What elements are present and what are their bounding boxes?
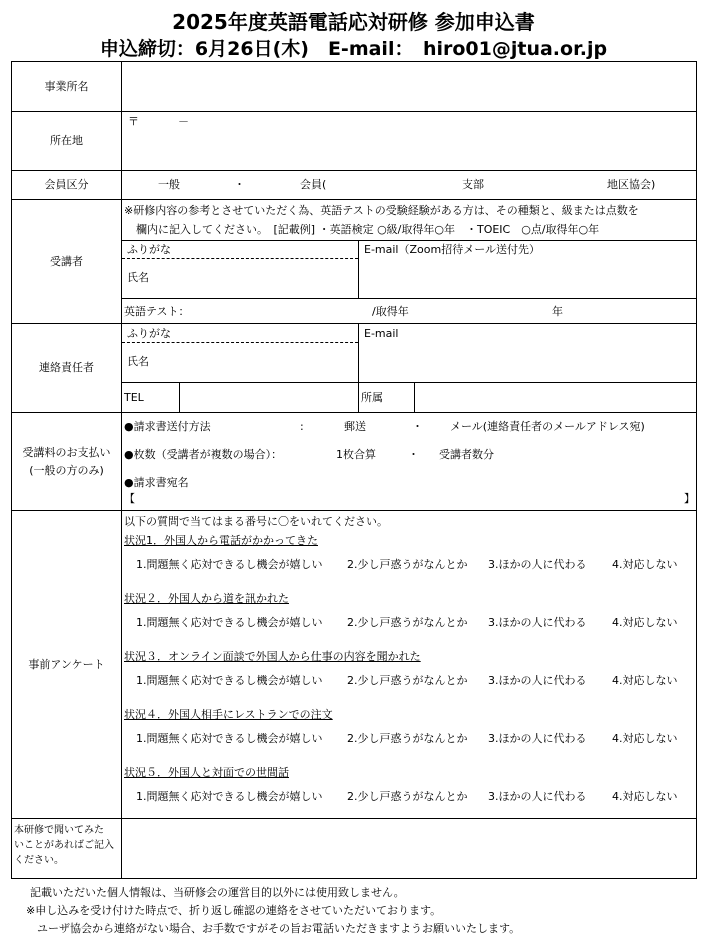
trainee-email-label: E-mail（Zoom招待メール送付先） (364, 243, 540, 256)
member-general-option[interactable]: 一般 (158, 178, 180, 191)
payment-row (12, 412, 696, 510)
privacy-note: 記載いただいた個人情報は、当研修会の運営目的以外には使用致しません。 (30, 886, 405, 899)
survey-option-2[interactable]: 2.少し戸惑うがなんとか (347, 732, 468, 745)
divider (122, 240, 696, 241)
survey-option-1[interactable]: 1.問題無く応対できるし機会が嬉しい (136, 674, 323, 687)
divider (414, 382, 415, 413)
furigana-divider (122, 342, 358, 343)
survey-option-4[interactable]: 4.対応しない (612, 790, 678, 803)
form-title: 2025年度英語電話応対研修 参加申込書 (172, 10, 535, 34)
trainee-furigana-label: ふりがな (127, 243, 171, 256)
postal-mark: 〒 (128, 115, 139, 128)
survey-option-2[interactable]: 2.少し戸惑うがなんとか (347, 790, 468, 803)
trainee-section (122, 200, 696, 323)
member-region-label: 地区協会) (607, 178, 656, 191)
affiliation-label: 所属 (361, 391, 383, 404)
questions-field[interactable] (122, 819, 696, 879)
deadline-email-line: 申込締切：6月26日(木) E-mail： hiro01@jtua.or.jp (99, 38, 608, 60)
questions-row (12, 818, 696, 879)
trainee-name-label: 氏名 (127, 271, 149, 284)
divider (122, 382, 696, 383)
divider (358, 324, 359, 382)
survey-situation-heading: 状況1．外国人から電話がかかってきた (124, 534, 318, 547)
address-field[interactable] (122, 112, 696, 170)
survey-situation-heading: 状況２．外国人から道を訊かれた (124, 592, 289, 605)
office-label: 事業所名 (12, 62, 122, 111)
addressee-bracket-open: 【 (124, 492, 135, 505)
payment-label-line1: 受講料のお支払い (22, 445, 111, 459)
address-row (12, 111, 696, 170)
divider (358, 240, 359, 298)
survey-instruction: 以下の質問で当てはまる番号に〇をいれてください。 (124, 515, 388, 528)
divider (122, 298, 696, 299)
survey-option-4[interactable]: 4.対応しない (612, 558, 678, 571)
postal-dash: － (178, 115, 189, 128)
survey-option-4[interactable]: 4.対応しない (612, 616, 678, 629)
contact-request-note: ユーザ協会から連絡がない場合、お手数ですがその旨お電話いただきますようお願いいたします。 (26, 922, 521, 935)
footer-notes (26, 884, 521, 938)
survey-row (12, 510, 696, 818)
contact-email-label: E-mail (364, 327, 399, 340)
addressee-bracket-close: 】 (684, 492, 695, 505)
member-branch-label: 支部 (462, 178, 484, 191)
survey-option-2[interactable]: 2.少し戸惑うがなんとか (347, 616, 468, 629)
furigana-divider (122, 258, 358, 259)
member-type-field[interactable] (122, 171, 696, 199)
contact-name-label: 氏名 (127, 355, 149, 368)
survey-situation-heading: 状況３．オンライン面談で外国人から仕事の内容を聞かれた (124, 650, 421, 663)
acquired-year-label: /取得年 (372, 305, 409, 318)
tel-label: TEL (124, 391, 144, 404)
survey-situation-heading: 状況４．外国人相手にレストランでの注文 (124, 708, 333, 721)
questions-label (12, 819, 122, 879)
invoice-mail-option[interactable]: メール(連絡責任者のメールアドレス宛) (450, 420, 645, 433)
survey-situation-heading: 状況５．外国人と対面での世間話 (124, 766, 289, 779)
invoice-combined-option[interactable]: 1枚合算 (336, 448, 376, 461)
survey-option-2[interactable]: 2.少し戸惑うがなんとか (347, 674, 468, 687)
contact-label: 連絡責任者 (12, 324, 122, 412)
invoice-count-label: ●枚数（受講者が複数の場合）： (124, 448, 283, 461)
invoice-separator: ・ (412, 420, 423, 433)
invoice-addressee-label: ●請求書宛名 (124, 476, 189, 489)
survey-option-4[interactable]: 4.対応しない (612, 732, 678, 745)
questions-label-line: いことがあればご記入 (14, 840, 114, 851)
application-form (11, 61, 697, 879)
contact-row (12, 323, 696, 412)
english-test-label: 英語テスト： (124, 305, 190, 318)
member-separator: ・ (234, 178, 245, 191)
survey-option-3[interactable]: 3.ほかの人に代わる (488, 616, 587, 629)
trainee-note-line2: 欄内に記入してください。 [記載例] ・英語検定 ○級/取得年○年 ・TOEIC ○点/取得年○年 (136, 223, 600, 236)
office-row (12, 62, 696, 111)
invoice-post-option[interactable]: 郵送 (344, 420, 366, 433)
survey-option-1[interactable]: 1.問題無く応対できるし機会が嬉しい (136, 558, 323, 571)
divider (179, 382, 180, 413)
invoice-per-person-option[interactable]: 受講者数分 (439, 448, 494, 461)
address-label: 所在地 (12, 112, 122, 170)
payment-label-line2: (一般の方のみ) (29, 463, 104, 477)
survey-option-1[interactable]: 1.問題無く応対できるし機会が嬉しい (136, 616, 323, 629)
member-member-option[interactable]: 会員( (300, 178, 327, 191)
payment-section (122, 413, 696, 510)
member-row (12, 170, 696, 199)
survey-section (122, 511, 696, 818)
survey-option-3[interactable]: 3.ほかの人に代わる (488, 674, 587, 687)
invoice-count-separator: ・ (408, 448, 419, 461)
survey-option-2[interactable]: 2.少し戸惑うがなんとか (347, 558, 468, 571)
confirmation-note: ※申し込みを受け付けた時点で、折り返し確認の連絡をさせていただいております。 (26, 904, 442, 917)
survey-option-3[interactable]: 3.ほかの人に代わる (488, 732, 587, 745)
survey-label: 事前アンケート (12, 511, 122, 818)
office-name-field[interactable] (122, 62, 696, 111)
year-label: 年 (552, 305, 563, 318)
survey-option-3[interactable]: 3.ほかの人に代わる (488, 790, 587, 803)
trainee-label: 受講者 (12, 200, 122, 323)
member-label: 会員区分 (12, 171, 122, 199)
contact-section (122, 324, 696, 412)
questions-label-line: 本研修で聞いてみた (14, 825, 104, 836)
survey-option-3[interactable]: 3.ほかの人に代わる (488, 558, 587, 571)
survey-option-4[interactable]: 4.対応しない (612, 674, 678, 687)
survey-option-1[interactable]: 1.問題無く応対できるし機会が嬉しい (136, 732, 323, 745)
contact-furigana-label: ふりがな (127, 327, 171, 340)
invoice-method-label: ●請求書送付方法 (124, 420, 211, 433)
invoice-method-colon: : (300, 420, 304, 433)
trainee-row (12, 199, 696, 323)
divider (358, 382, 359, 413)
trainee-note-line1: ※研修内容の参考とさせていただく為、英語テストの受験経験がある方は、その種類と、級または点数を (124, 204, 639, 217)
questions-label-line: ください。 (14, 855, 64, 866)
survey-option-1[interactable]: 1.問題無く応対できるし機会が嬉しい (136, 790, 323, 803)
payment-label (12, 413, 122, 510)
